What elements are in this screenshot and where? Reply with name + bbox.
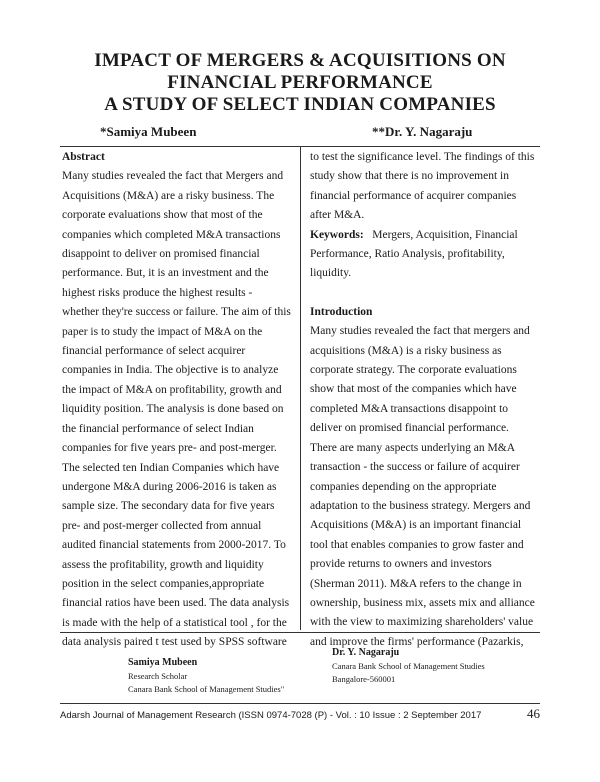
author-second: **Dr. Y. Nagaraju: [372, 124, 473, 139]
abstract-line: after M&A.: [310, 209, 365, 222]
abstract-continued: [310, 148, 540, 226]
footnote-rule: [60, 632, 540, 633]
footer-rule: [60, 703, 540, 704]
keywords-line: liquidity.: [310, 267, 352, 280]
introduction-line: deliver on promised financial performance.: [310, 422, 509, 435]
journal-footer: Adarsh Journal of Management Research (ISSN 0974-7028 (P) - Vol. : 10 Issue : 2 September 2017: [60, 710, 482, 721]
footnote-name: Samiya Mubeen: [128, 657, 198, 668]
keywords-line: [310, 226, 540, 245]
abstract-heading: Abstract: [62, 151, 105, 163]
abstract-line: companies which completed M&A transactions: [62, 228, 281, 241]
right-column: [310, 148, 540, 652]
abstract-line: companies in India. The objective is to analyze: [62, 364, 279, 377]
abstract-line: audited financial statements from 2000-2017. To: [62, 539, 286, 552]
abstract-line: financial performance of select acquirer: [62, 345, 246, 358]
introduction-line: tool that enables companies to grow faster and: [310, 538, 524, 551]
abstract-line: financial performance of acquirer companies: [310, 189, 517, 202]
abstract-line: companies for five years pre- and post-merger.: [62, 442, 277, 455]
footnote-author-2: [332, 646, 485, 686]
abstract-line: Acquisitions (M&A) are a risky business. The: [62, 189, 275, 202]
footnote-address: Bangalore-560001: [332, 674, 396, 684]
abstract-line: pre- and post-merger collected from annual: [62, 519, 262, 532]
footnote-affiliation: Canara Bank School of Management Studies": [128, 684, 285, 694]
page-number: 46: [527, 706, 540, 721]
abstract-line: assess the profitability, growth and liquidity: [62, 558, 264, 571]
abstract-line: the financial performance of select Indian: [62, 422, 254, 435]
abstract-line: paper is to study the impact of M&A on the: [62, 325, 263, 338]
introduction-line: show that most of the companies which have: [310, 383, 517, 396]
abstract-line: position in the select companies,appropriate: [62, 577, 265, 590]
abstract-line: sample size. The secondary data for five years: [62, 500, 275, 513]
abstract-line: financial ratios have been used. The data analysis: [62, 597, 290, 610]
introduction-line: corporate strategy. The corporate evaluations: [310, 364, 517, 377]
introduction-line: Many studies revealed the fact that mergers and: [310, 325, 530, 338]
footnote-role: Research Scholar: [128, 671, 188, 681]
introduction-line: (Sherman 2011). M&A refers to the change in: [310, 577, 522, 590]
abstract-line: is made with the help of a statistical tool , for the: [62, 616, 287, 629]
abstract-line: the impact of M&A on profitability, growth and: [62, 383, 282, 396]
abstract-line: whether they're success or failure. The aim of this: [62, 306, 291, 319]
keywords: [310, 226, 540, 284]
abstract-column: [62, 148, 292, 653]
abstract-line: disappoint to deliver on promised financial: [62, 248, 260, 261]
abstract-line: to test the significance level. The findings of this: [310, 151, 535, 163]
author-first: *Samiya Mubeen: [100, 124, 197, 139]
introduction-line: companies depending on the appropriate: [310, 480, 497, 493]
keywords-label: Keywords:: [310, 228, 364, 241]
introduction-line: with the view to maximizing shareholders' value: [310, 616, 534, 629]
abstract-line: data analysis paired t test used by SPSS software: [62, 636, 287, 649]
keywords-line: Performance, Ratio Analysis, profitability,: [310, 248, 505, 261]
title-line-2: FINANCIAL PERFORMANCE: [167, 72, 433, 93]
abstract-line: study show that there is no improvement in: [310, 170, 509, 183]
introduction-body: [310, 322, 540, 652]
introduction-line: and improve the firms' performance (Pazarkis,: [310, 635, 524, 648]
footnote-name: Dr. Y. Nagaraju: [332, 647, 400, 658]
introduction-line: ownership, business mix, assets mix and alliance: [310, 596, 535, 609]
introduction-line: acquisitions (M&A) is a risky business as: [310, 344, 502, 357]
introduction-line: completed M&A transactions disappoint to: [310, 402, 509, 415]
footnote-affiliation: Canara Bank School of Management Studies: [332, 661, 485, 671]
keywords-text: Mergers, Acquisition, Financial: [372, 228, 518, 241]
column-divider: [300, 146, 301, 630]
abstract-line: performance. But, it is an investment and the: [62, 267, 269, 280]
abstract-body: [62, 167, 292, 652]
abstract-line: The selected ten Indian Companies which have: [62, 461, 280, 474]
introduction-line: provide returns to owners and investors: [310, 558, 492, 571]
abstract-line: highest risks produce the highest results -: [62, 286, 253, 299]
title-line-3: A STUDY OF SELECT INDIAN COMPANIES: [104, 94, 496, 115]
footnote-author-1: [128, 656, 284, 696]
abstract-line: Many studies revealed the fact that Mergers and: [62, 170, 284, 183]
introduction-heading: Introduction: [310, 305, 373, 318]
abstract-line: undergone M&A during 2006-2016 is taken as: [62, 480, 277, 493]
introduction-line: adaptation to the business strategy. Mergers and: [310, 499, 531, 512]
abstract-line: liquidity position. The analysis is done based on: [62, 403, 284, 416]
paper-title: [0, 50, 600, 116]
abstract-line: corporate evaluations show that most of the: [62, 209, 263, 222]
introduction-line: There are many aspects underlying an M&A: [310, 441, 516, 454]
introduction-line: transaction - the success or failure of acquirer: [310, 461, 520, 474]
title-line-1: IMPACT OF MERGERS & ACQUISITIONS ON: [94, 50, 506, 71]
introduction-line: Acquisitions (M&A) is an important financial: [310, 519, 522, 532]
